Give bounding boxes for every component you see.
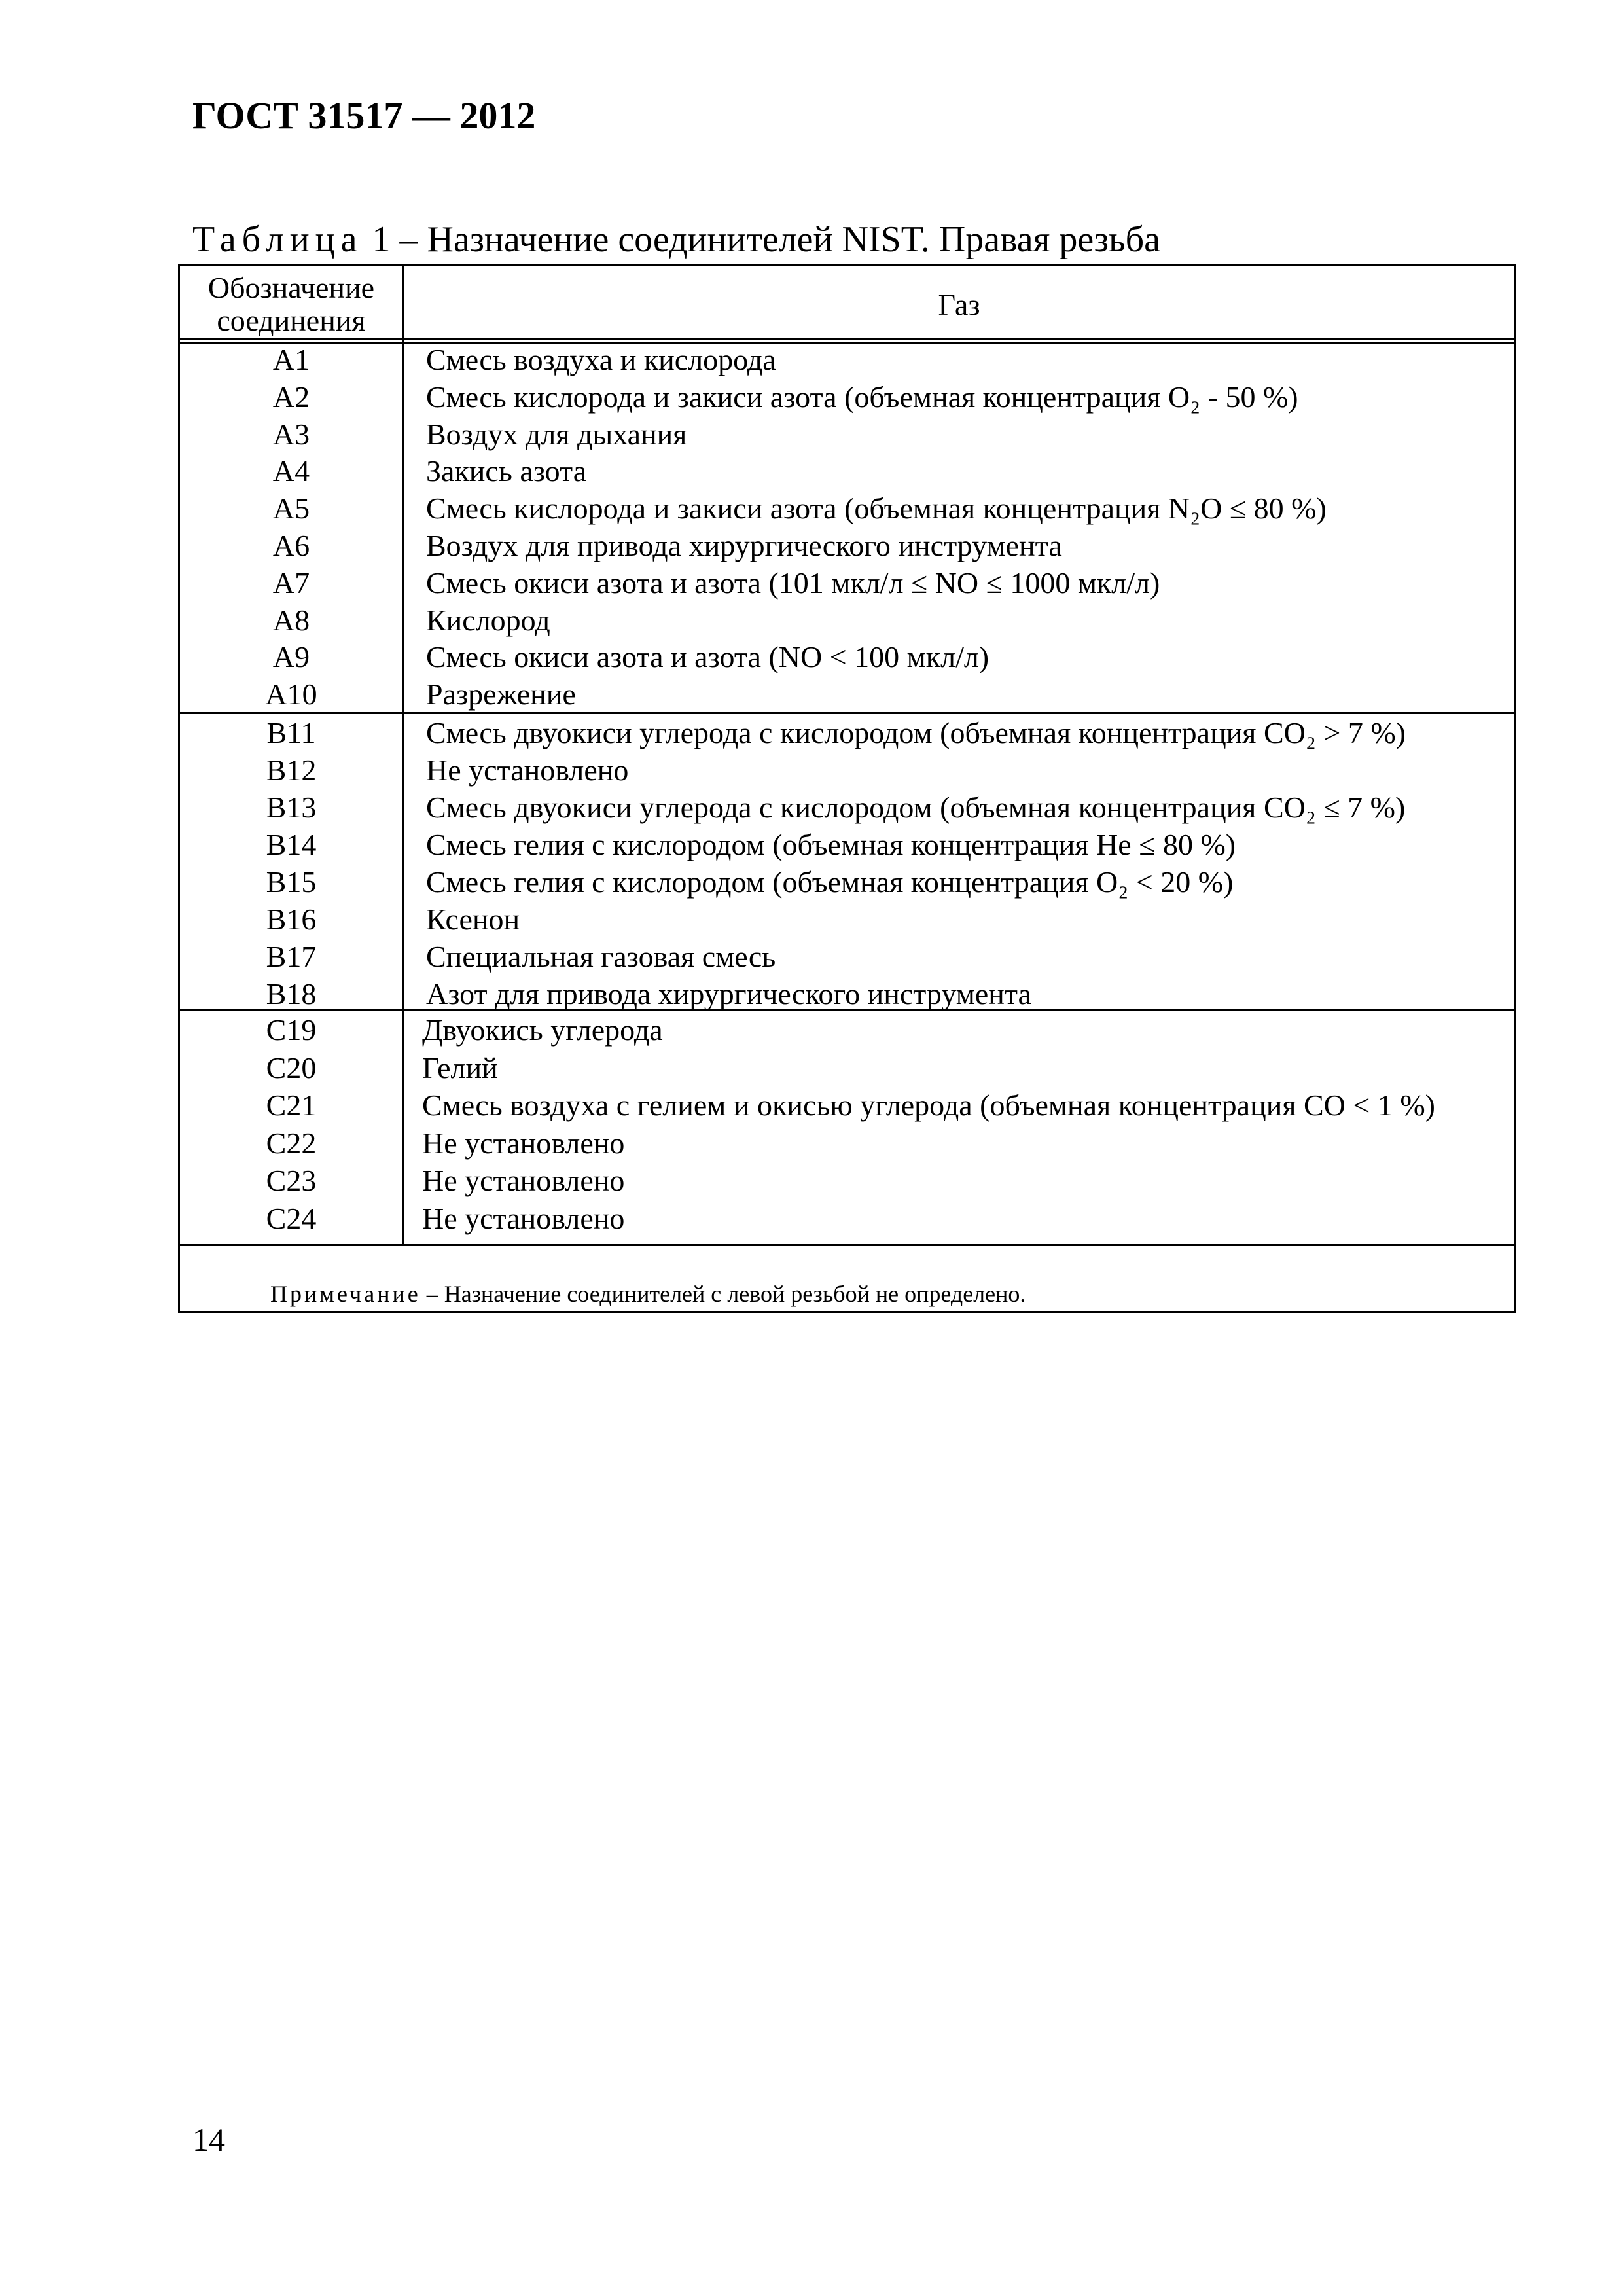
gas-description: Смесь воздуха с гелием и окисью углерода (объемная концентрация CO < 1 %) [422,1088,1435,1122]
connector-code: B13 [266,791,317,824]
connector-code: A3 [272,418,310,451]
gas-description: Смесь кислорода и закиси азота (объемная концентрация N₂O ≤ 80 %) [426,492,1327,525]
table-caption-label: Таблица [192,219,363,260]
gas-description: Смесь кислорода и закиси азота (объемная концентрация O₂ - 50 %) [426,380,1298,414]
connector-code: B12 [266,753,317,787]
gas-description: Смесь окиси азота и азота (101 мкл/л ≤ NO ≤ 1000 мкл/л) [426,566,1160,600]
gas-description: Смесь двуокиси углерода с кислородом (объемная концентрация CO₂ ≤ 7 %) [426,791,1406,824]
connector-code: A10 [265,677,317,711]
connector-code: B16 [266,903,317,936]
gas-description: Специальная газовая смесь [426,940,776,973]
connector-code: C21 [266,1088,317,1122]
gas-description: Смесь гелия с кислородом (объемная концентрация O₂ < 20 %) [426,865,1234,899]
gas-description: Гелий [422,1051,498,1085]
gas-description: Ксенон [426,903,520,936]
connector-code: B15 [266,865,317,899]
connector-code: A5 [272,492,310,525]
gas-description: Смесь двуокиси углерода с кислородом (объемная концентрация CO₂ > 7 %) [426,716,1406,749]
connector-code: B14 [266,828,317,861]
connector-table [178,264,1516,1313]
connector-code: A1 [272,343,310,376]
gas-description: Закись азота [426,454,587,488]
connector-code: A2 [272,380,310,414]
table-caption [192,221,1160,258]
connector-code: A6 [272,529,310,562]
column-divider [402,266,404,1246]
page-number: 14 [192,2121,225,2158]
header-rule-top [180,338,1514,340]
connector-code: A8 [272,603,310,637]
column-header-gas: Газ [938,287,980,321]
connector-code: A7 [272,566,310,600]
gas-description: Разрежение [426,677,576,711]
gas-description: Азот для привода хирургического инструмента [426,977,1031,1011]
gas-description: Воздух для привода хирургического инструмента [426,529,1062,562]
gas-description: Не установлено [422,1164,625,1197]
connector-code: A9 [272,640,310,673]
table-note [270,1281,1026,1307]
gas-description: Смесь воздуха и кислорода [426,343,776,376]
gas-description: Двуокись углерода [422,1013,663,1047]
gas-description: Кислород [426,603,550,637]
connector-code: C19 [266,1013,317,1047]
document-header: ГОСТ 31517 — 2012 [192,94,536,137]
gas-description: Не установлено [422,1202,625,1235]
connector-code: C23 [266,1164,317,1197]
connector-code: B18 [266,977,317,1011]
connector-code: C20 [266,1051,317,1085]
connector-code: A4 [272,454,310,488]
connector-code: B17 [266,940,317,973]
gas-description: Не установлено [422,1126,625,1160]
gas-description: Воздух для дыхания [426,418,687,451]
column-header-code: Обозначение соединения [207,271,375,337]
group-divider-a-b [180,712,1514,714]
gas-description: Не установлено [426,753,629,787]
connector-code: B11 [266,716,316,749]
connector-code: C22 [266,1126,317,1160]
connector-code: C24 [266,1202,317,1235]
note-text: – Назначение соединителей с левой резьбой не определено. [420,1281,1026,1307]
gas-description: Смесь гелия с кислородом (объемная концентрация He ≤ 80 %) [426,828,1236,861]
note-divider [180,1244,1514,1246]
table-caption-text: 1 – Назначение соединителей NIST. Правая резьба [363,219,1160,260]
note-label: Примечание [270,1281,421,1307]
gas-description: Смесь окиси азота и азота (NO < 100 мкл/л) [426,640,990,673]
